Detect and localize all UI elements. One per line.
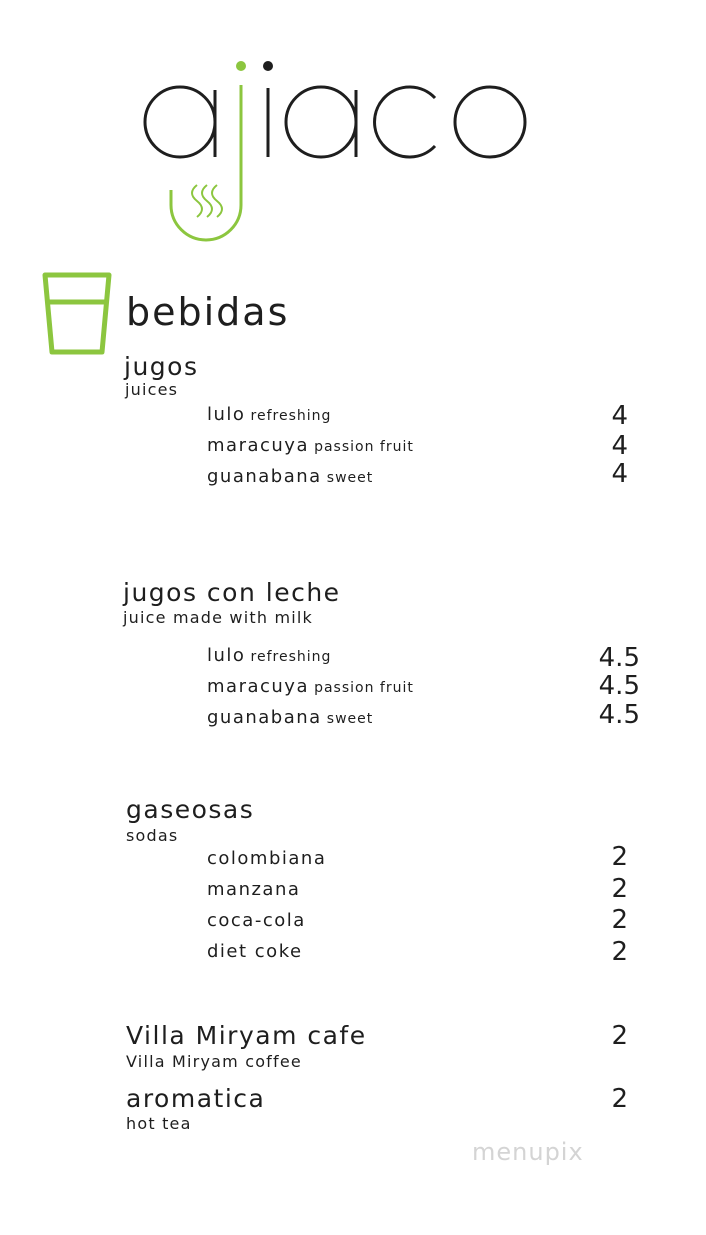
category-subtitle: juices [125, 380, 179, 399]
category-title: jugos [124, 352, 199, 381]
extra-title: Villa Miryam cafe [126, 1021, 367, 1050]
item-price: 4 [611, 401, 628, 431]
menu-item [207, 466, 373, 487]
extra-title: aromatica [126, 1084, 266, 1113]
category-subtitle: sodas [126, 826, 179, 845]
category-subtitle: juice made with milk [123, 608, 314, 627]
menu-item [207, 645, 331, 666]
menu-item [207, 676, 414, 697]
item-price: 2 [611, 937, 628, 967]
item-name: maracuya [207, 676, 309, 697]
glass-icon [42, 272, 112, 356]
item-name: diet coke [207, 941, 303, 962]
category-title: gaseosas [126, 795, 255, 824]
item-desc: sweet [326, 470, 374, 486]
item-desc: sweet [326, 711, 374, 727]
item-name: lulo [207, 645, 246, 666]
item-name: guanabana [207, 466, 322, 487]
logo-mark [135, 50, 555, 250]
extra-price: 2 [611, 1021, 628, 1051]
menu-item [207, 404, 331, 425]
item-price: 2 [611, 905, 628, 935]
extra-subtitle: hot tea [126, 1114, 192, 1133]
item-desc: refreshing [250, 649, 332, 665]
item-price: 4.5 [598, 643, 640, 673]
item-price: 4 [611, 459, 628, 489]
item-desc: passion fruit [314, 439, 414, 455]
item-name: coca-cola [207, 910, 306, 931]
item-name: manzana [207, 879, 301, 900]
menu-item [207, 707, 373, 728]
item-price: 2 [611, 874, 628, 904]
item-name: maracuya [207, 435, 309, 456]
item-desc: passion fruit [314, 680, 414, 696]
item-price: 2 [611, 842, 628, 872]
section-title: bebidas [126, 290, 290, 334]
item-name: lulo [207, 404, 246, 425]
item-name: colombiana [207, 848, 327, 869]
extra-price: 2 [611, 1084, 628, 1114]
item-price: 4.5 [598, 700, 640, 730]
category-title: jugos con leche [123, 578, 341, 607]
extra-subtitle: Villa Miryam coffee [126, 1052, 302, 1071]
item-price: 4 [611, 431, 628, 461]
menu-item [207, 435, 414, 456]
item-price: 4.5 [598, 671, 640, 701]
item-desc: refreshing [250, 408, 332, 424]
watermark: menupix [472, 1138, 584, 1166]
item-name: guanabana [207, 707, 322, 728]
